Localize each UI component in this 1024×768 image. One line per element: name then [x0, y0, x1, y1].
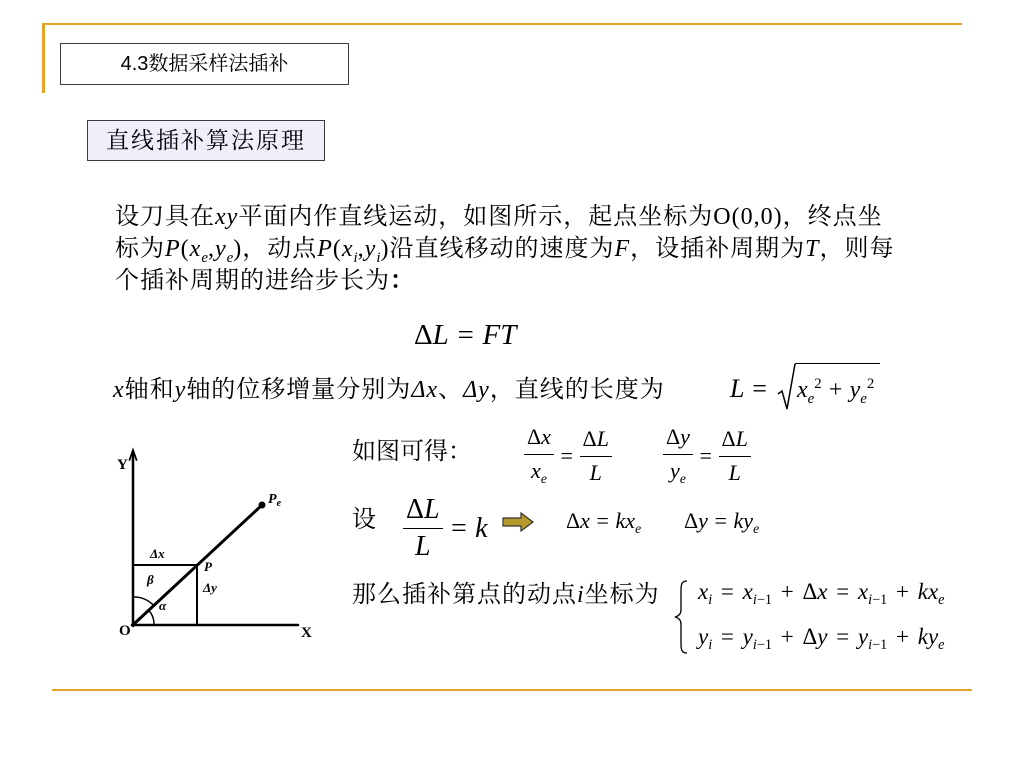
text-run: Δ: [406, 494, 425, 525]
math-operator: =: [836, 624, 850, 649]
left-accent-line: [42, 23, 45, 93]
text-run: kx: [917, 579, 939, 604]
delta-y-result: [684, 507, 759, 538]
alpha-angle-label: α: [159, 598, 167, 613]
text-run: L: [730, 374, 745, 403]
radical-sign: [777, 363, 796, 411]
ratio-intro-label: 如图可得：: [352, 439, 472, 465]
text-run: ky: [917, 624, 939, 649]
text-run: ky: [733, 508, 754, 533]
math-operator: +: [896, 579, 909, 604]
text-run: L: [728, 459, 741, 485]
text-run: i: [752, 592, 757, 609]
intro-line-3: [115, 265, 415, 297]
set-k-label: 设: [352, 507, 377, 533]
text-run: −1: [872, 637, 888, 654]
text-run: i: [708, 592, 713, 609]
text-run: Δ: [566, 508, 581, 533]
bottom-accent-line: [52, 689, 972, 691]
text-run: x: [857, 579, 869, 604]
fraction-numerator: [403, 494, 443, 529]
fraction-denominator: [726, 457, 744, 487]
k-definition-rhs: [443, 513, 488, 545]
equals-sign: [554, 443, 580, 469]
increments-sentence: [113, 374, 665, 406]
fraction-denominator: [587, 457, 605, 487]
text-run: y: [857, 624, 869, 649]
text-run: i: [353, 249, 358, 266]
text-run: y: [698, 624, 709, 649]
delta-y-label: Δy: [203, 580, 217, 595]
fraction-numerator: [663, 423, 693, 455]
text-run: 2: [814, 376, 822, 393]
text-run: (: [332, 236, 342, 262]
text-run: i: [752, 637, 757, 654]
text-run: e: [938, 637, 945, 654]
text-run: y: [698, 508, 708, 533]
intro-line-2: [115, 233, 895, 268]
text-run: k: [475, 512, 488, 544]
math-operator: =: [457, 319, 474, 351]
intro-line-1: [115, 201, 883, 233]
text-run: Δx: [411, 377, 439, 403]
y-coordinate-equation: [698, 623, 944, 654]
math-operator: =: [596, 508, 609, 533]
text-run: Δy: [463, 377, 490, 403]
fraction-numerator: [524, 423, 554, 455]
text-run: Δ: [721, 425, 736, 451]
text-run: x: [580, 508, 590, 533]
text-run: 设刀具在: [115, 204, 215, 230]
math-operator: =: [720, 624, 734, 649]
implies-arrow-icon: [502, 512, 534, 532]
equals-sign: [693, 443, 719, 469]
text-run: e: [938, 592, 945, 609]
math-operator: =: [699, 442, 712, 468]
section-title-box: [60, 43, 349, 85]
text-run: Δ: [684, 508, 699, 533]
math-operator: +: [780, 624, 794, 649]
text-run: x: [817, 579, 828, 604]
text-run: y: [680, 424, 690, 449]
text-run: Δ: [802, 579, 818, 604]
fraction-denominator: [528, 455, 550, 488]
text-run: Δ: [527, 424, 542, 449]
text-run: y: [174, 377, 187, 403]
text-run: Δ: [414, 319, 433, 351]
length-formula-lhs: [730, 373, 775, 405]
text-run: xy: [215, 204, 239, 230]
text-run: 坐标为: [584, 582, 660, 608]
text-run: 个插补周期的进给步长为: [115, 268, 390, 294]
text-run: ，设插补周期为: [630, 236, 806, 262]
text-run: x: [189, 236, 202, 262]
text-run: y: [742, 624, 753, 649]
text-run: kx: [615, 508, 636, 533]
text-run: L: [735, 425, 748, 451]
math-operator: =: [836, 579, 850, 604]
y-axis-label: Y: [117, 457, 128, 473]
text-run: ，直线的长度为: [489, 377, 665, 403]
text-run: ,: [357, 236, 365, 262]
beta-angle-arc: [133, 597, 154, 606]
x-coordinate-equation: [698, 578, 944, 609]
math-operator: =: [560, 442, 573, 468]
beta-angle-label: β: [147, 572, 154, 587]
text-run: ：: [390, 268, 415, 294]
text-run: x: [541, 424, 551, 449]
text-run: y: [817, 624, 828, 649]
text-run: e: [679, 471, 686, 487]
text-run: F: [614, 236, 631, 262]
end-point-letter: P: [268, 492, 277, 507]
text-run: e: [807, 390, 815, 407]
fraction-denominator: [412, 529, 434, 563]
text-run: )沿直线移动的速度为: [380, 236, 615, 262]
end-point-dot: [259, 502, 266, 509]
text-run: (: [180, 236, 190, 262]
text-run: 轴和: [124, 377, 175, 403]
fraction: [403, 494, 443, 563]
math-operator: =: [714, 508, 727, 533]
end-point-subscript: e: [276, 498, 282, 509]
text-run: 轴的位移增量分别为: [186, 377, 412, 403]
x-axis-label: X: [301, 625, 312, 641]
text-run: Δ: [802, 624, 818, 649]
radicand: [795, 363, 880, 408]
text-run: Δ: [666, 424, 681, 449]
text-run: i: [708, 637, 713, 654]
fraction-numerator: [719, 425, 751, 457]
text-run: 平面内作直线运动，如图所示，起点坐标为O(0,0)，终点坐: [238, 204, 883, 230]
text-run: x: [341, 236, 354, 262]
text-run: y: [849, 377, 861, 403]
fraction: [663, 423, 693, 488]
end-point-label: [268, 492, 282, 509]
text-run: x: [797, 377, 808, 403]
k-definition: [403, 494, 488, 563]
section-title: 4.3数据采样法插补: [120, 53, 289, 75]
left-brace: [672, 579, 690, 655]
text-run: e: [635, 521, 642, 537]
text-run: −1: [756, 637, 772, 654]
text-run: e: [860, 390, 867, 407]
text-run: e: [226, 249, 234, 266]
text-run: L: [415, 531, 431, 562]
interpolation-diagram: [100, 440, 330, 650]
text-run: T: [805, 236, 820, 262]
text-run: −1: [756, 592, 772, 609]
text-run: y: [670, 458, 680, 483]
coordinate-intro-label: [352, 579, 660, 611]
text-run: 、: [438, 377, 464, 403]
text-run: 标为: [115, 236, 165, 262]
text-run: L: [596, 425, 609, 451]
text-run: e: [201, 249, 208, 266]
text-run: L: [424, 494, 440, 525]
text-run: Δ: [582, 425, 597, 451]
text-run: i: [376, 249, 381, 266]
text-run: e: [753, 521, 760, 537]
origin-label: O: [119, 623, 131, 639]
topic-heading: 直线插补算法原理: [106, 128, 306, 153]
ratio-equation-x: [524, 423, 612, 488]
text-run: 那么插补第点的动点: [352, 582, 577, 608]
text-run: x: [698, 579, 709, 604]
fraction: [580, 425, 612, 487]
text-run: i: [868, 592, 873, 609]
text-run: L: [432, 319, 449, 351]
moving-point-label: P: [204, 559, 212, 574]
delta-x-result: [566, 507, 641, 538]
text-run: FT: [482, 319, 517, 351]
ratio-equation-y: [663, 423, 751, 488]
text-run: x: [113, 377, 125, 403]
math-operator: +: [896, 624, 909, 649]
fraction-numerator: [580, 425, 612, 457]
text-run: x: [742, 579, 753, 604]
fraction-denominator: [667, 455, 689, 488]
text-run: x: [531, 458, 541, 483]
text-run: 2: [866, 376, 875, 393]
delta-x-label: Δx: [150, 546, 165, 561]
math-operator: +: [828, 377, 843, 403]
text-run: ,: [207, 236, 215, 262]
text-run: L: [589, 459, 602, 485]
math-operator: =: [720, 579, 734, 604]
top-accent-line: [42, 23, 962, 25]
alpha-angle-arc: [149, 610, 154, 624]
text-run: e: [540, 471, 547, 487]
text-run: P: [317, 236, 333, 262]
text-run: ，则每: [819, 236, 895, 262]
fraction: [719, 425, 751, 487]
text-run: y: [214, 236, 227, 262]
math-operator: +: [780, 579, 794, 604]
math-operator: =: [450, 512, 467, 544]
text-run: P: [165, 236, 181, 262]
topic-heading-box: [87, 120, 325, 161]
math-operator: =: [752, 374, 767, 403]
fraction: [524, 423, 554, 488]
step-length-formula: [414, 318, 516, 352]
text-run: −1: [872, 592, 888, 609]
text-run: i: [577, 582, 585, 608]
text-run: )，动点: [233, 236, 318, 262]
text-run: i: [868, 637, 873, 654]
text-run: y: [364, 236, 377, 262]
